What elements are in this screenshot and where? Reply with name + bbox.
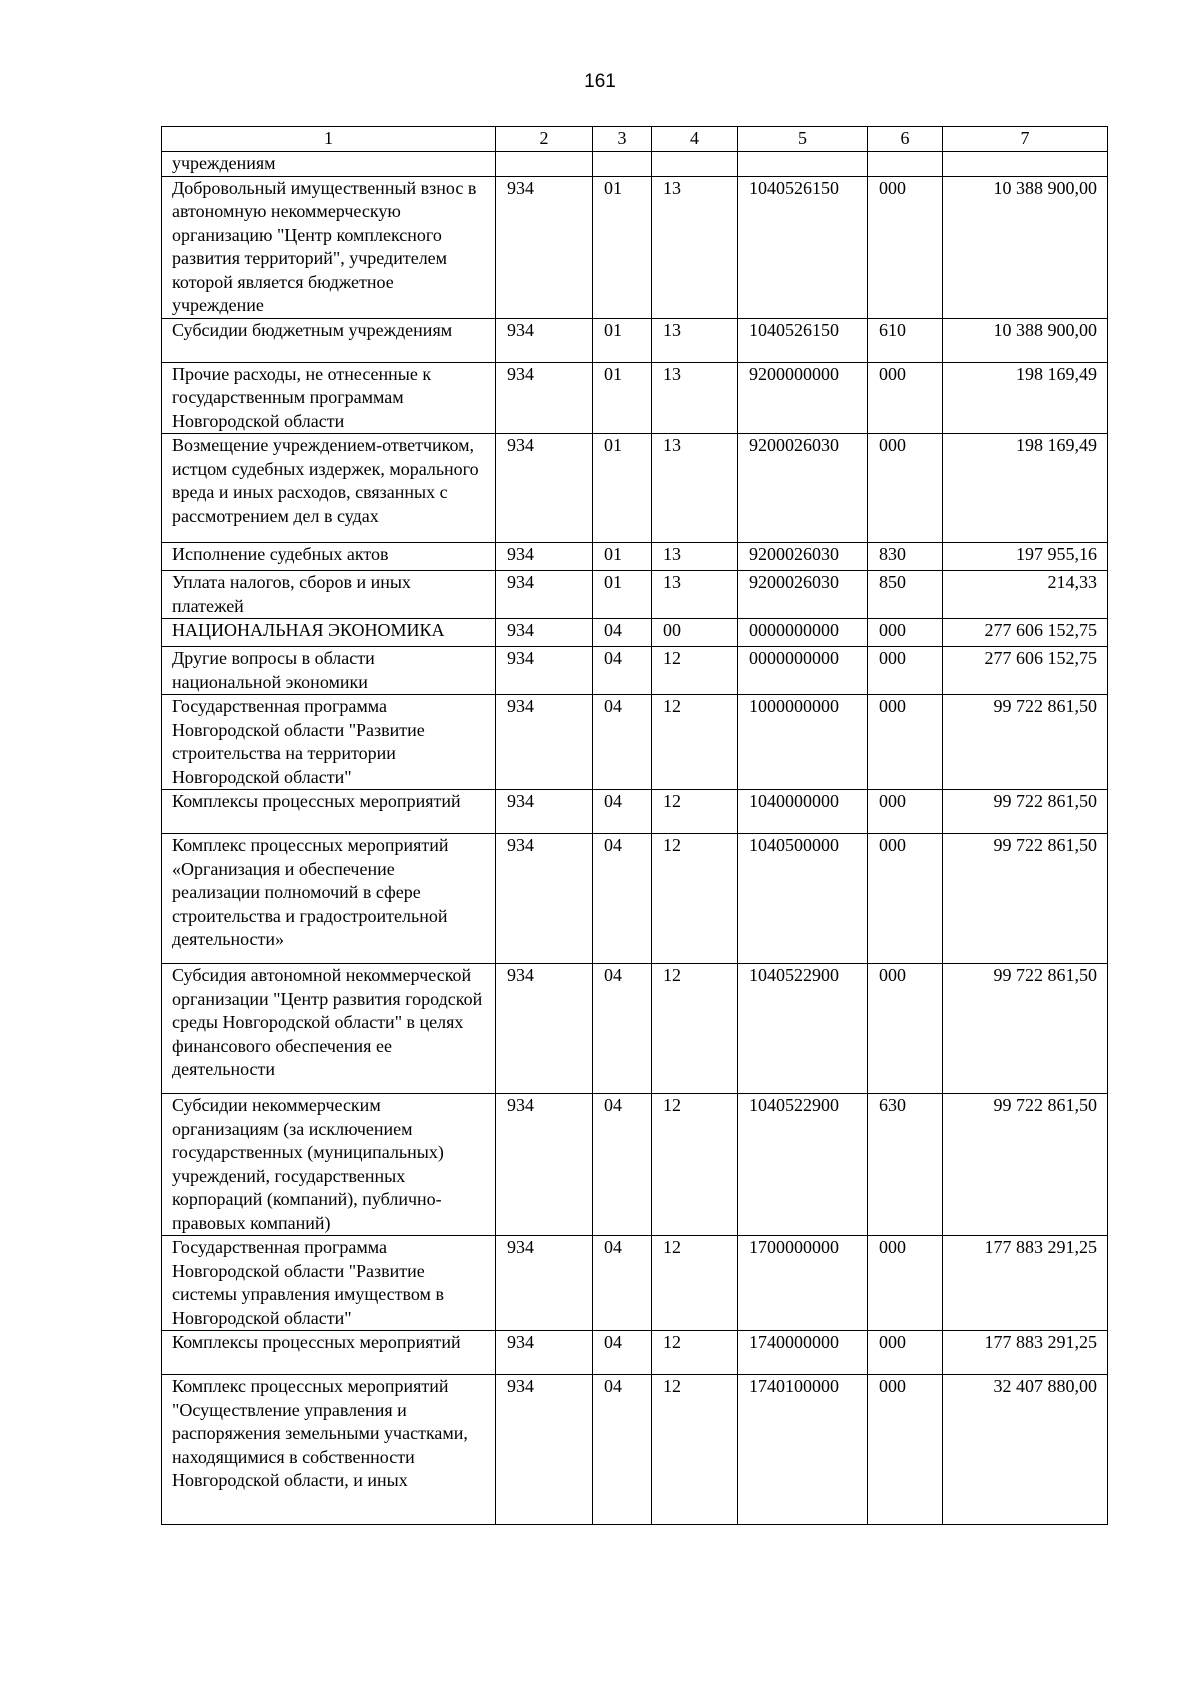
row-subsection: 12 [652,1331,738,1375]
row-subsection: 13 [652,571,738,619]
page-number: 161 [584,71,616,92]
row-expense-type: 830 [868,543,943,571]
row-subsection: 12 [652,1236,738,1331]
table-row [162,362,1108,434]
row-admin-code: 934 [496,318,593,362]
row-subsection: 00 [652,619,738,647]
row-expense-type: 000 [868,1375,943,1525]
row-subsection: 13 [652,543,738,571]
row-expense-type: 000 [868,362,943,434]
table-row [162,695,1108,790]
row-section: 04 [593,619,652,647]
row-amount: 198 169,49 [943,434,1108,543]
row-expense-type: 610 [868,318,943,362]
row-amount: 32 407 880,00 [943,1375,1108,1525]
row-admin-code: 934 [496,619,593,647]
row-admin-code: 934 [496,647,593,695]
row-amount: 99 722 861,50 [943,790,1108,834]
row-expense-type: 850 [868,571,943,619]
row-name: Субсидия автономной некоммерческой организации "Центр развития городской среды Новгородской области" в целях финансового обеспечения ее деятельности [162,964,496,1094]
row-subsection: 12 [652,647,738,695]
row-expense-type: 000 [868,1331,943,1375]
row-amount: 177 883 291,25 [943,1236,1108,1331]
row-target-article: 1740000000 [738,1331,868,1375]
row-name: Комплекс процессных мероприятий "Осуществление управления и распоряжения земельными участками, находящимися в собственности Новгородской области, и иных [162,1375,496,1525]
row-subsection: 13 [652,318,738,362]
table-row [162,647,1108,695]
row-amount: 10 388 900,00 [943,176,1108,318]
row-name: учреждениям [162,152,496,177]
table-row [162,434,1108,543]
row-section: 01 [593,434,652,543]
row-admin-code: 934 [496,543,593,571]
row-expense-type: 000 [868,1236,943,1331]
row-subsection: 12 [652,695,738,790]
row-admin-code: 934 [496,362,593,434]
row-amount: 277 606 152,75 [943,619,1108,647]
row-name: Исполнение судебных актов [162,543,496,571]
row-amount: 10 388 900,00 [943,318,1108,362]
row-section: 01 [593,362,652,434]
row-section: 04 [593,964,652,1094]
header-col-5: 5 [738,127,868,152]
row-section: 01 [593,571,652,619]
row-amount: 214,33 [943,571,1108,619]
header-col-2: 2 [496,127,593,152]
row-amount: 197 955,16 [943,543,1108,571]
row-amount [943,152,1108,177]
row-amount: 277 606 152,75 [943,647,1108,695]
row-target-article: 9200026030 [738,434,868,543]
header-col-4: 4 [652,127,738,152]
row-amount: 99 722 861,50 [943,695,1108,790]
table-row [162,619,1108,647]
table-body [162,152,1108,1525]
row-section: 04 [593,695,652,790]
row-target-article: 1040500000 [738,834,868,964]
row-expense-type: 000 [868,695,943,790]
row-name: Другие вопросы в области национальной экономики [162,647,496,695]
row-target-article [738,152,868,177]
row-expense-type: 000 [868,434,943,543]
row-admin-code: 934 [496,1331,593,1375]
table-row [162,318,1108,362]
table-row [162,1094,1108,1236]
row-name: Комплексы процессных мероприятий [162,790,496,834]
table-row [162,1375,1108,1525]
row-section: 04 [593,647,652,695]
row-target-article: 1040522900 [738,1094,868,1236]
row-expense-type: 000 [868,834,943,964]
row-section: 01 [593,318,652,362]
row-section: 04 [593,790,652,834]
budget-table [161,126,1108,1525]
row-name: Комплексы процессных мероприятий [162,1331,496,1375]
row-subsection: 12 [652,1375,738,1525]
row-target-article: 1040526150 [738,176,868,318]
row-target-article: 1040522900 [738,964,868,1094]
row-amount: 177 883 291,25 [943,1331,1108,1375]
table-row [162,571,1108,619]
table-row [162,1331,1108,1375]
row-amount: 198 169,49 [943,362,1108,434]
row-section: 01 [593,176,652,318]
header-col-3: 3 [593,127,652,152]
row-name: Добровольный имущественный взнос в автономную некоммерческую организацию "Центр комплексного развития территорий", учредителем которой является бюджетное учреждение [162,176,496,318]
row-expense-type: 000 [868,964,943,1094]
row-admin-code [496,152,593,177]
row-admin-code: 934 [496,571,593,619]
table-row [162,790,1108,834]
row-admin-code: 934 [496,176,593,318]
row-target-article: 0000000000 [738,647,868,695]
header-col-1: 1 [162,127,496,152]
row-admin-code: 934 [496,834,593,964]
row-section [593,152,652,177]
table-row [162,964,1108,1094]
row-name: Комплекс процессных мероприятий «Организация и обеспечение реализации полномочий в сфере строительства и градостроительной деятельности» [162,834,496,964]
row-subsection [652,152,738,177]
row-target-article: 1740100000 [738,1375,868,1525]
table-row [162,176,1108,318]
row-name: Уплата налогов, сборов и иных платежей [162,571,496,619]
row-expense-type: 000 [868,647,943,695]
row-subsection: 12 [652,790,738,834]
row-name: Прочие расходы, не отнесенные к государственным программам Новгородской области [162,362,496,434]
row-section: 04 [593,1331,652,1375]
row-section: 04 [593,834,652,964]
row-amount: 99 722 861,50 [943,1094,1108,1236]
row-target-article: 9200026030 [738,571,868,619]
row-expense-type: 000 [868,790,943,834]
row-name: Субсидии некоммерческим организациям (за исключением государственных (муниципальных) учреждений, государственных корпораций (компаний), публично-правовых компаний) [162,1094,496,1236]
row-admin-code: 934 [496,434,593,543]
row-target-article: 1000000000 [738,695,868,790]
row-amount: 99 722 861,50 [943,964,1108,1094]
row-admin-code: 934 [496,1375,593,1525]
row-subsection: 12 [652,1094,738,1236]
header-col-7: 7 [943,127,1108,152]
row-section: 01 [593,543,652,571]
row-subsection: 13 [652,362,738,434]
row-target-article: 1700000000 [738,1236,868,1331]
header-col-6: 6 [868,127,943,152]
row-subsection: 12 [652,834,738,964]
table-row [162,152,1108,177]
row-name: Государственная программа Новгородской области "Развитие системы управления имуществом в Новгородской области" [162,1236,496,1331]
row-target-article: 1040526150 [738,318,868,362]
table-row [162,1236,1108,1331]
row-subsection: 12 [652,964,738,1094]
row-section: 04 [593,1236,652,1331]
row-name: Возмещение учреждением-ответчиком, истцом судебных издержек, морального вреда и иных расходов, связанных с рассмотрением дел в судах [162,434,496,543]
row-admin-code: 934 [496,790,593,834]
row-admin-code: 934 [496,964,593,1094]
table-row [162,834,1108,964]
row-subsection: 13 [652,434,738,543]
row-expense-type [868,152,943,177]
row-target-article: 9200000000 [738,362,868,434]
row-admin-code: 934 [496,695,593,790]
row-expense-type: 000 [868,176,943,318]
row-expense-type: 000 [868,619,943,647]
row-name: Субсидии бюджетным учреждениям [162,318,496,362]
row-amount: 99 722 861,50 [943,834,1108,964]
row-target-article: 1040000000 [738,790,868,834]
row-subsection: 13 [652,176,738,318]
row-section: 04 [593,1094,652,1236]
row-expense-type: 630 [868,1094,943,1236]
row-name: НАЦИОНАЛЬНАЯ ЭКОНОМИКА [162,619,496,647]
row-target-article: 9200026030 [738,543,868,571]
row-name: Государственная программа Новгородской области "Развитие строительства на территории Новгородской области" [162,695,496,790]
table-row [162,543,1108,571]
row-admin-code: 934 [496,1236,593,1331]
row-section: 04 [593,1375,652,1525]
row-target-article: 0000000000 [738,619,868,647]
row-admin-code: 934 [496,1094,593,1236]
header-row [162,127,1108,152]
